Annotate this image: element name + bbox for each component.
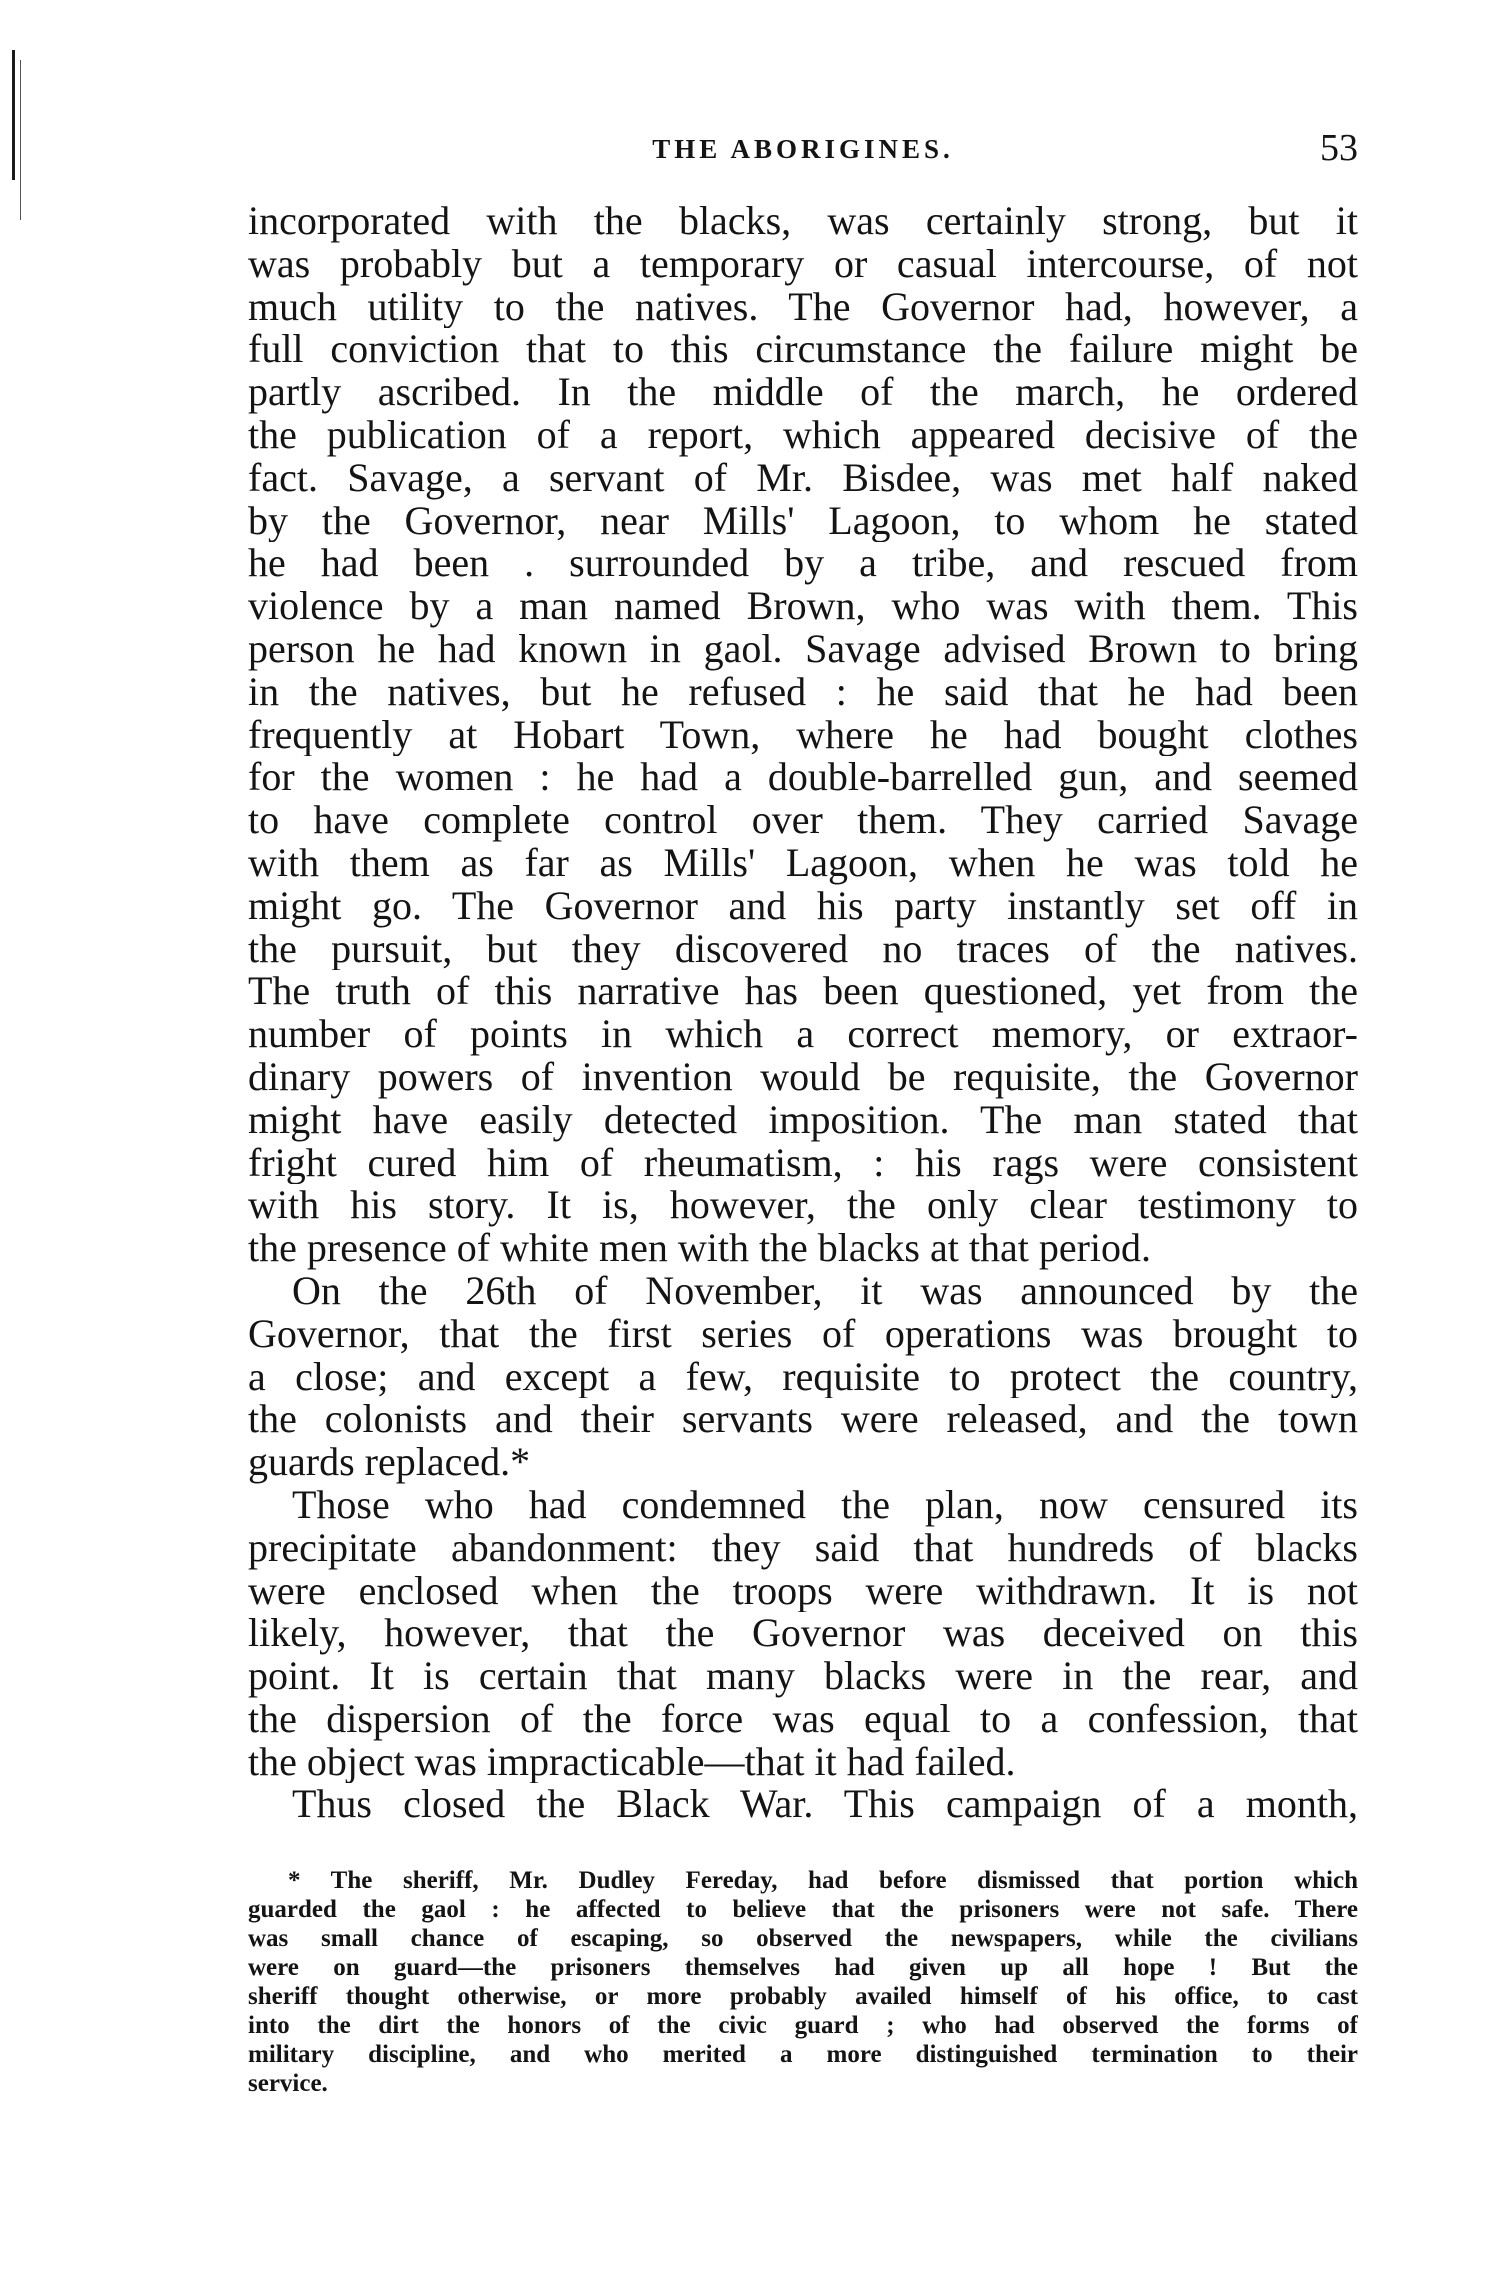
text-line: might have easily detected imposition. The man stated that — [248, 1098, 1358, 1142]
running-head — [248, 120, 1358, 180]
text-line: violence by a man named Brown, who was with them. This — [248, 585, 1358, 628]
text-line: he had been . surrounded by a tribe, and rescued from — [248, 542, 1358, 586]
text-line: guards replaced.* — [248, 1441, 531, 1484]
footnote-line: sheriff thought otherwise, or more probably availed himself of his office, to cast — [248, 1983, 1358, 2011]
text-line: much utility to the natives. The Governor had, however, a — [248, 285, 1358, 329]
text-line: likely, however, that the Governor was deceived on this — [248, 1612, 1358, 1656]
footnote-line: military discipline, and who merited a more distinguished termination to their — [248, 2041, 1358, 2069]
text-line: fact. Savage, a servant of Mr. Bisdee, was met half naked — [248, 456, 1358, 500]
text-line: the colonists and their servants were released, and the town — [248, 1398, 1358, 1442]
page-number: 53 — [1320, 127, 1358, 169]
paragraph-first-line: Thus closed the Black War. This campaign of a month, — [292, 1783, 1358, 1827]
footnote-line: service. — [248, 2070, 328, 2098]
text-line: fright cured him of rheumatism, : his rags were consistent — [248, 1141, 1358, 1185]
text-line: might go. The Governor and his party instantly set off in — [248, 884, 1358, 928]
book-page — [248, 120, 1358, 2098]
text-line: a close; and except a few, requisite to protect the country, — [248, 1355, 1358, 1399]
text-line: the publication of a report, which appeared decisive of the — [248, 413, 1358, 457]
text-line: the dispersion of the force was equal to a confession, that — [248, 1697, 1358, 1741]
paragraph-first-line: Those who had condemned the plan, now censured its — [292, 1483, 1358, 1527]
text-line: by the Governor, near Mills' Lagoon, to whom he stated — [248, 499, 1358, 543]
text-line: full conviction that to this circumstance the failure might be — [248, 328, 1358, 372]
text-line: the object was impracticable—that it had failed. — [248, 1740, 1016, 1784]
text-line: Governor, that the first series of operations was brought to — [248, 1312, 1358, 1356]
running-title: THE ABORIGINES. — [652, 134, 954, 164]
text-line: incorporated with the blacks, was certainly strong, but it — [248, 200, 1358, 243]
text-line: frequently at Hobart Town, where he had bought clothes — [248, 713, 1358, 757]
text-line: the pursuit, but they discovered no traces of the natives. — [248, 927, 1358, 971]
text-line: was probably but a temporary or casual intercourse, of not — [248, 242, 1358, 286]
paragraph-first-line: On the 26th of November, it was announced by the — [292, 1269, 1358, 1313]
text-line: in the natives, but he refused : he said that he had been — [248, 670, 1358, 714]
text-line: the presence of white men with the blacks at that period. — [248, 1227, 1152, 1270]
text-line: person he had known in gaol. Savage advised Brown to bring — [248, 627, 1358, 671]
footnote-line: was small chance of escaping, so observed the newspapers, while the civilians — [248, 1925, 1358, 1953]
text-line: to have complete control over them. They carried Savage — [248, 799, 1358, 842]
footnote — [248, 1866, 1358, 2098]
footnote-line: * The sheriff, Mr. Dudley Fereday, had before dismissed that portion which — [288, 1867, 1358, 1895]
footnote-line: were on guard—the prisoners themselves had given up all hope ! But the — [248, 1954, 1358, 1982]
footnote-line: into the dirt the honors of the civic guard ; who had observed the forms of — [248, 2012, 1358, 2040]
text-line: were enclosed when the troops were withdrawn. It is not — [248, 1569, 1358, 1613]
text-line: dinary powers of invention would be requisite, the Governor — [248, 1055, 1358, 1099]
text-line: point. It is certain that many blacks were in the rear, and — [248, 1655, 1358, 1698]
text-line: for the women : he had a double-barrelled gun, and seemed — [248, 756, 1358, 800]
text-line: with them as far as Mills' Lagoon, when he was told he — [248, 841, 1358, 885]
text-line: The truth of this narrative has been questioned, yet from the — [248, 970, 1358, 1014]
margin-binding-rule — [12, 50, 15, 180]
text-line: precipitate abandonment: they said that hundreds of blacks — [248, 1526, 1358, 1570]
body-text — [248, 200, 1358, 1826]
text-line: number of points in which a correct memory, or extraor- — [248, 1013, 1358, 1056]
text-line: partly ascribed. In the middle of the march, he ordered — [248, 371, 1358, 414]
margin-binding-rule-thin — [20, 60, 21, 220]
text-line: with his story. It is, however, the only clear testimony to — [248, 1184, 1358, 1228]
footnote-line: guarded the gaol : he affected to believe that the prisoners were not safe. There — [248, 1896, 1358, 1924]
